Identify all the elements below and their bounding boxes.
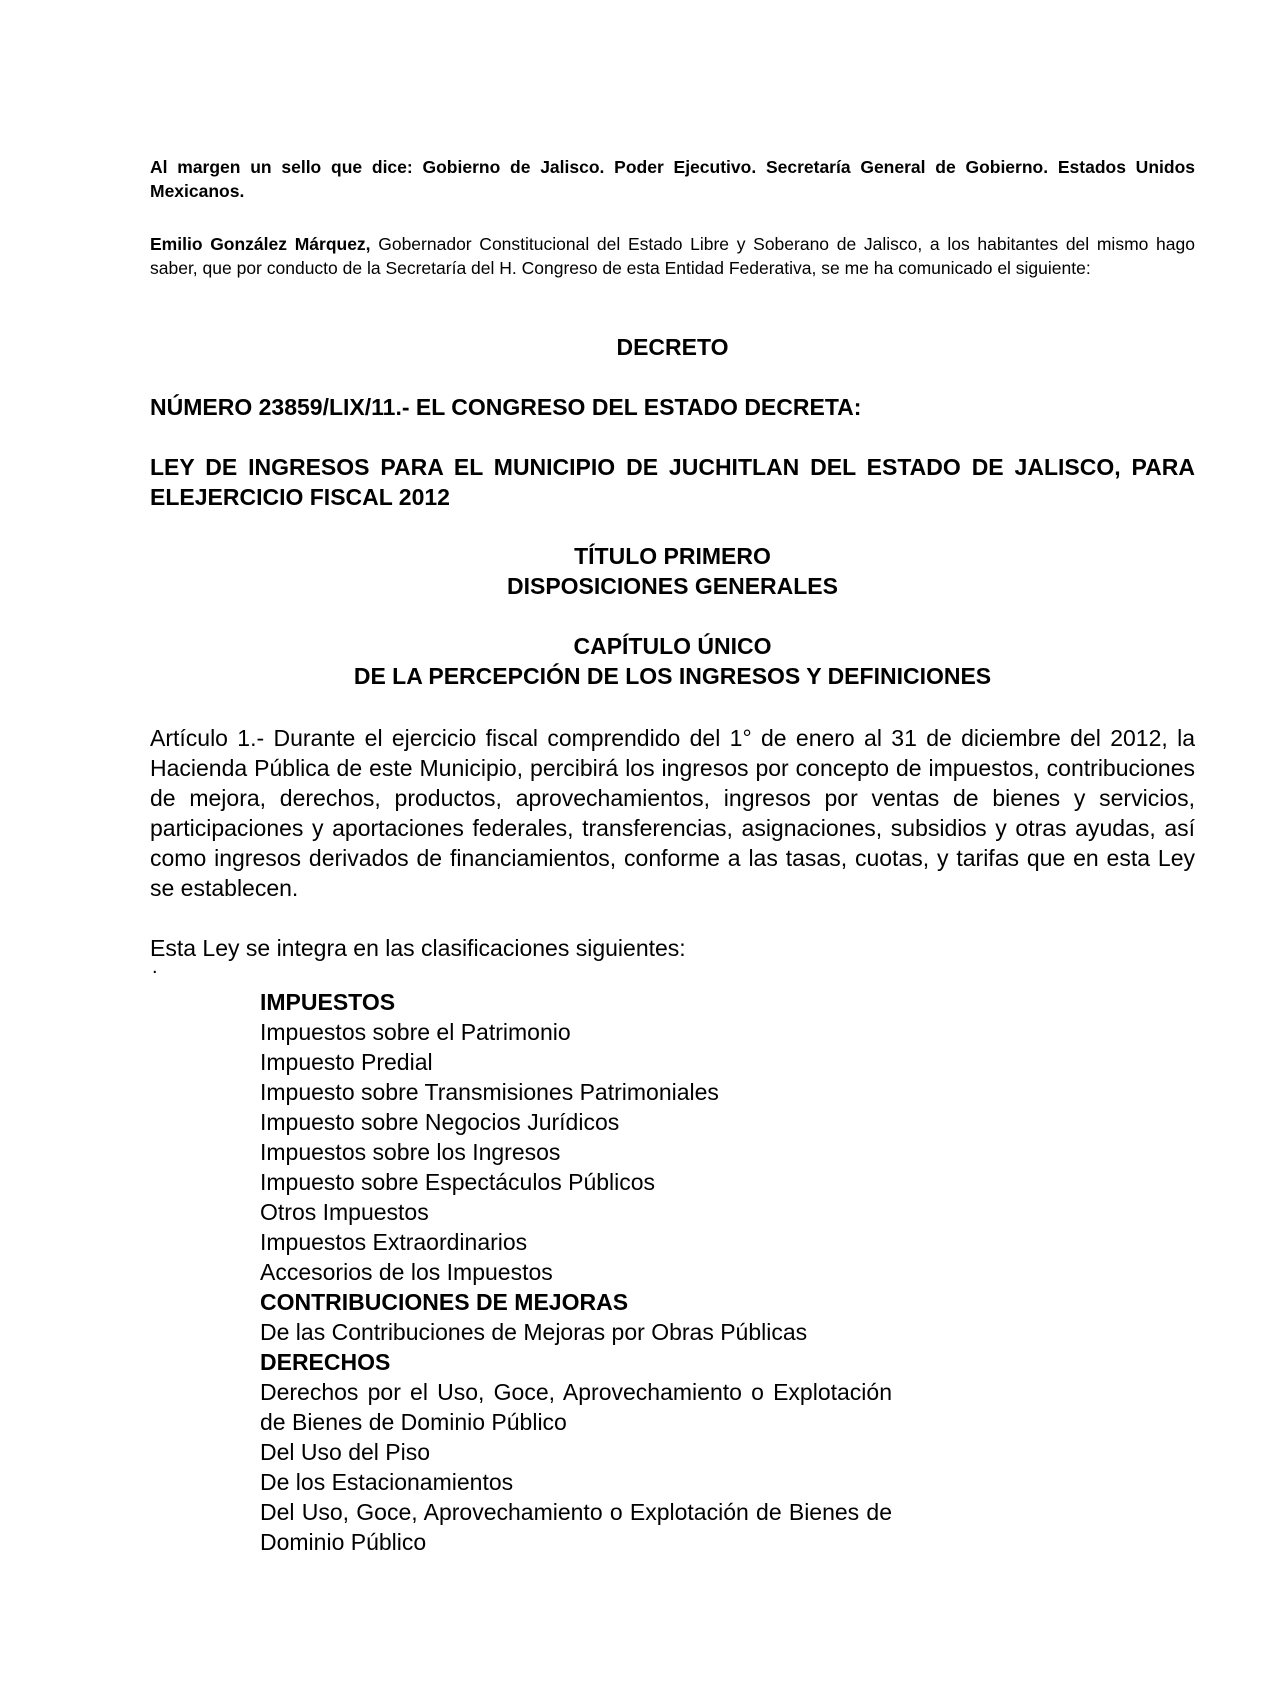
title-heading: [150, 541, 1195, 601]
list-item: Otros Impuestos: [260, 1199, 429, 1225]
list-item: Del Uso del Piso: [260, 1439, 431, 1465]
classification-list: [260, 987, 892, 1557]
list-item: Impuestos sobre los Ingresos: [260, 1139, 561, 1165]
governor-paragraph: [150, 232, 1195, 280]
list-item: Del Uso, Goce, Aprovechamiento o Explotación de Bienes de Dominio Público: [260, 1499, 892, 1555]
governor-name: Emilio González Márquez,: [150, 234, 371, 254]
list-item: Derechos por el Uso, Goce, Aprovechamiento o Explotación de Bienes de Dominio Público: [260, 1379, 892, 1435]
list-item: DERECHOS: [260, 1349, 391, 1375]
list-item: Impuesto sobre Espectáculos Públicos: [260, 1169, 656, 1195]
list-item: Accesorios de los Impuestos: [260, 1259, 553, 1285]
decree-number: NÚMERO 23859/LIX/11.- EL CONGRESO DEL ESTADO DECRETA:: [150, 394, 862, 420]
governor-text: Gobernador Constitucional del Estado Libre y Soberano de Jalisco, a los habitantes del mismo hago saber, que por conducto de la Secretaría del H. Congreso de esta Entidad Federativa, se me ha comunicado el siguiente:: [150, 234, 1195, 278]
list-item: Impuesto sobre Negocios Jurídicos: [260, 1109, 620, 1135]
chapter-line-2: DE LA PERCEPCIÓN DE LOS INGRESOS Y DEFINICIONES: [353, 663, 992, 689]
list-item: Impuesto Predial: [260, 1049, 433, 1075]
article-1-paragraph: Artículo 1.- Durante el ejercicio fiscal comprendido del 1° de enero al 31 de diciembre del 2012, la Hacienda Pública de este Municipio, percibirá los ingresos por concepto de impuestos, contribuciones de mejora, derechos, productos, aprovechamientos, ingresos por ventas de bienes y servicios, participaciones y aportaciones federales, transferencias, asignaciones, subsidios y otras ayudas, así como ingresos derivados de financiamientos, conforme a las tasas, cuotas, y tarifas que en esta Ley se establecen.: [150, 725, 1195, 901]
list-item: CONTRIBUCIONES DE MEJORAS: [260, 1289, 629, 1315]
list-item: De los Estacionamientos: [260, 1469, 514, 1495]
list-item: Impuestos sobre el Patrimonio: [260, 1019, 571, 1045]
seal-paragraph: Al margen un sello que dice: Gobierno de Jalisco. Poder Ejecutivo. Secretaría General de Gobierno. Estados Unidos Mexicanos.: [150, 157, 1195, 201]
decree-title: DECRETO: [616, 334, 729, 360]
list-item: Impuestos Extraordinarios: [260, 1229, 528, 1255]
chapter-heading: [150, 631, 1195, 691]
title-line-2: DISPOSICIONES GENERALES: [506, 573, 838, 599]
list-item: IMPUESTOS: [260, 989, 396, 1015]
stray-mark: .: [152, 956, 158, 978]
law-title: LEY DE INGRESOS PARA EL MUNICIPIO DE JUCHITLAN DEL ESTADO DE JALISCO, PARA ELEJERCICIO FISCAL 2012: [150, 454, 1195, 510]
classification-intro: Esta Ley se integra en las clasificaciones siguientes:: [150, 935, 686, 961]
list-item: Impuesto sobre Transmisiones Patrimoniales: [260, 1079, 719, 1105]
list-item: De las Contribuciones de Mejoras por Obras Públicas: [260, 1319, 808, 1345]
chapter-line-1: CAPÍTULO ÚNICO: [573, 633, 772, 659]
title-line-1: TÍTULO PRIMERO: [574, 543, 771, 569]
